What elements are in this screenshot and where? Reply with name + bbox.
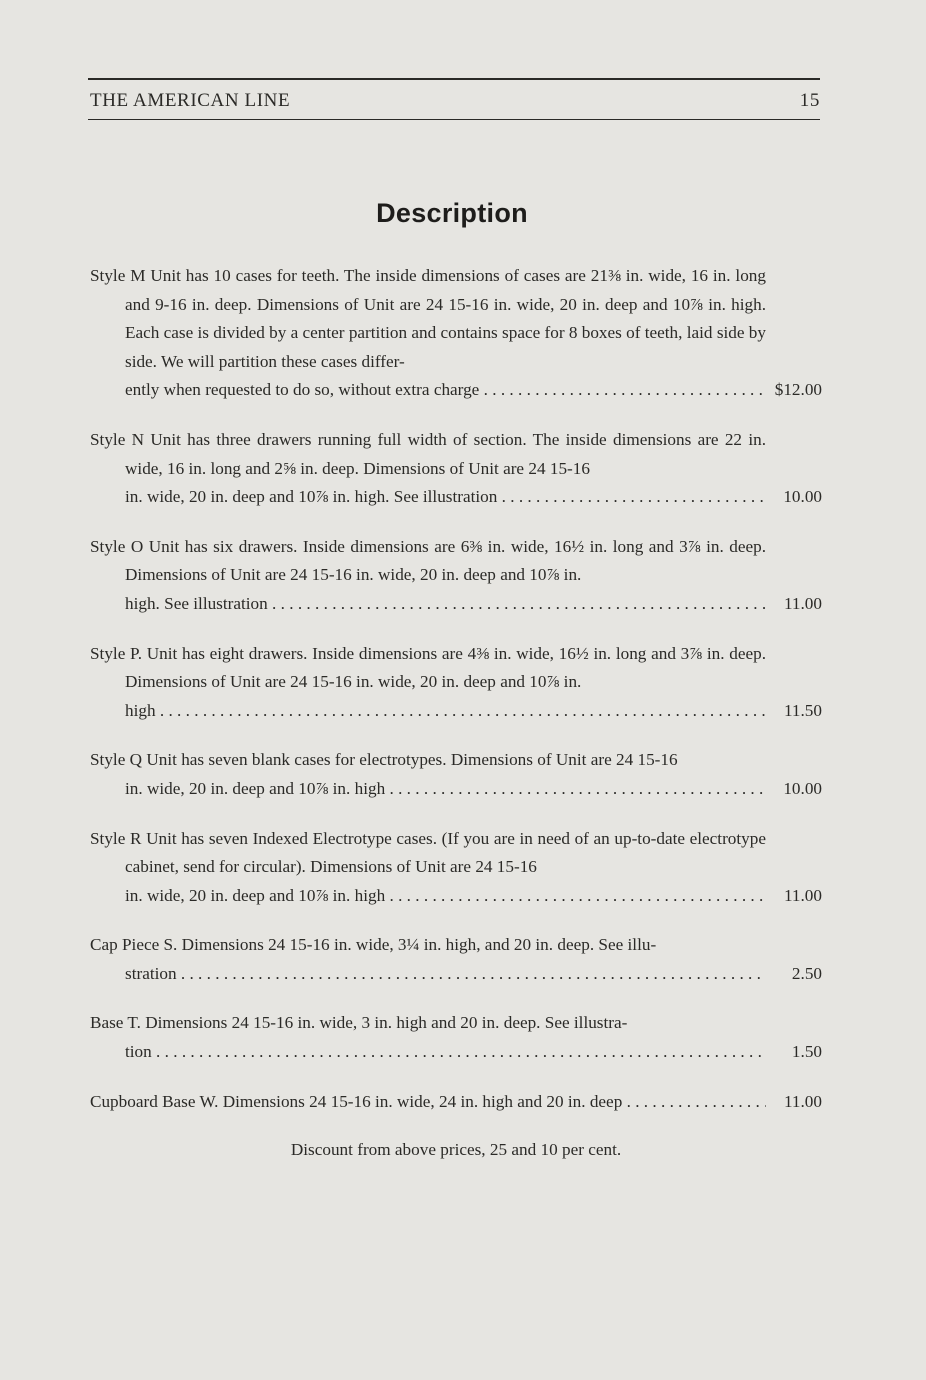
entry-text: Base T. Dimensions 24 15-16 in. wide, 3 in. high and 20 in. deep. See illustra- <box>90 1013 628 1033</box>
entry-price: 2.50 <box>791 963 822 983</box>
dot-leaders <box>622 1092 766 1111</box>
running-head <box>88 90 820 118</box>
list-item <box>90 1088 822 1117</box>
entry-text: Style R Unit has seven Indexed Electrotype cases. (If you are in need of an up-to-date electrotype cabinet, send for circular). Dimensions of Unit are 24 15-16 <box>90 828 766 877</box>
page-number: 15 <box>799 90 820 111</box>
entry-last-line: in. wide, 20 in. deep and 10⅞ in. high. See illustration <box>125 487 498 507</box>
entry-price: 11.00 <box>783 593 822 613</box>
entry-price: 11.00 <box>783 1091 822 1111</box>
entry-text: Cap Piece S. Dimensions 24 15-16 in. wide, 3¼ in. high, and 20 in. deep. See illu- <box>90 935 657 955</box>
entry-text: Style P. Unit has eight drawers. Inside dimensions are 4⅜ in. wide, 16½ in. long and 3⅞ in. deep. Dimensions of Unit are 24 15-16 in. wide, 20 in. deep and 10⅞ in. <box>90 643 766 692</box>
list-item <box>90 1009 822 1066</box>
dot-leaders <box>268 594 766 613</box>
dot-leaders <box>385 886 766 905</box>
entry-last-line: in. wide, 20 in. deep and 10⅞ in. high <box>125 778 386 798</box>
entry-text: Style O Unit has six drawers. Inside dimensions are 6⅜ in. wide, 16½ in. long and 3⅞ in. deep. Dimensions of Unit are 24 15-16 in. wide, 20 in. deep and 10⅞ in. <box>90 536 766 585</box>
entry-price: 10.00 <box>783 487 822 507</box>
dot-leaders <box>385 779 766 798</box>
entry-last-line: ently when requested to do so, without extra charge <box>125 380 480 400</box>
entry-last-line: stration <box>125 963 177 983</box>
entry-last-line: high. See illustration <box>125 593 268 613</box>
entry-last-line: high <box>125 700 156 720</box>
entry-price: 11.00 <box>783 885 822 905</box>
header-rule-top <box>88 78 820 80</box>
entry-last-line: in. wide, 20 in. deep and 10⅞ in. high <box>125 885 386 905</box>
dot-leaders <box>479 380 766 399</box>
entry-last-line: tion <box>125 1042 152 1062</box>
list-item <box>90 931 822 988</box>
list-item <box>90 533 822 619</box>
entry-text: Style N Unit has three drawers running full width of section. The inside dimensions are 22 in. wide, 16 in. long and 2⅝ in. deep. Dimensions of Unit are 24 15-16 <box>90 429 766 478</box>
page-heading: Description <box>376 198 528 228</box>
dot-leaders <box>156 701 766 720</box>
entry-last-line: Cupboard Base W. Dimensions 24 15-16 in. wide, 24 in. high and 20 in. deep <box>90 1091 623 1111</box>
list-item <box>90 746 822 803</box>
header-rule-bottom <box>88 119 820 120</box>
dot-leaders <box>152 1042 766 1061</box>
entry-price: 1.50 <box>791 1042 822 1062</box>
discount-note: Discount from above prices, 25 and 10 per cent. <box>290 1140 622 1159</box>
entry-text: Style M Unit has 10 cases for teeth. The inside dimensions of cases are 21⅜ in. wide, 16 in. long and 9-16 in. deep. Dimensions of Unit are 24 15-16 in. wide, 20 in. deep and 10⅞ in. high. Each case is divided by a center partition and contains space for 8 boxes of teeth, laid side by side. We will partition these cases differ- <box>90 266 766 371</box>
list-item <box>90 825 822 911</box>
entry-text: Style Q Unit has seven blank cases for electrotypes. Dimensions of Unit are 24 15-16 <box>90 750 678 770</box>
entry-price: 10.00 <box>783 778 822 798</box>
price-list <box>90 262 822 1137</box>
entry-price: 11.50 <box>783 700 822 720</box>
list-item <box>90 426 822 512</box>
list-item <box>90 262 822 405</box>
dot-leaders <box>177 964 766 983</box>
running-title: THE AMERICAN LINE <box>90 90 291 111</box>
entry-price: $12.00 <box>774 380 822 400</box>
dot-leaders <box>497 487 766 506</box>
list-item <box>90 640 822 726</box>
